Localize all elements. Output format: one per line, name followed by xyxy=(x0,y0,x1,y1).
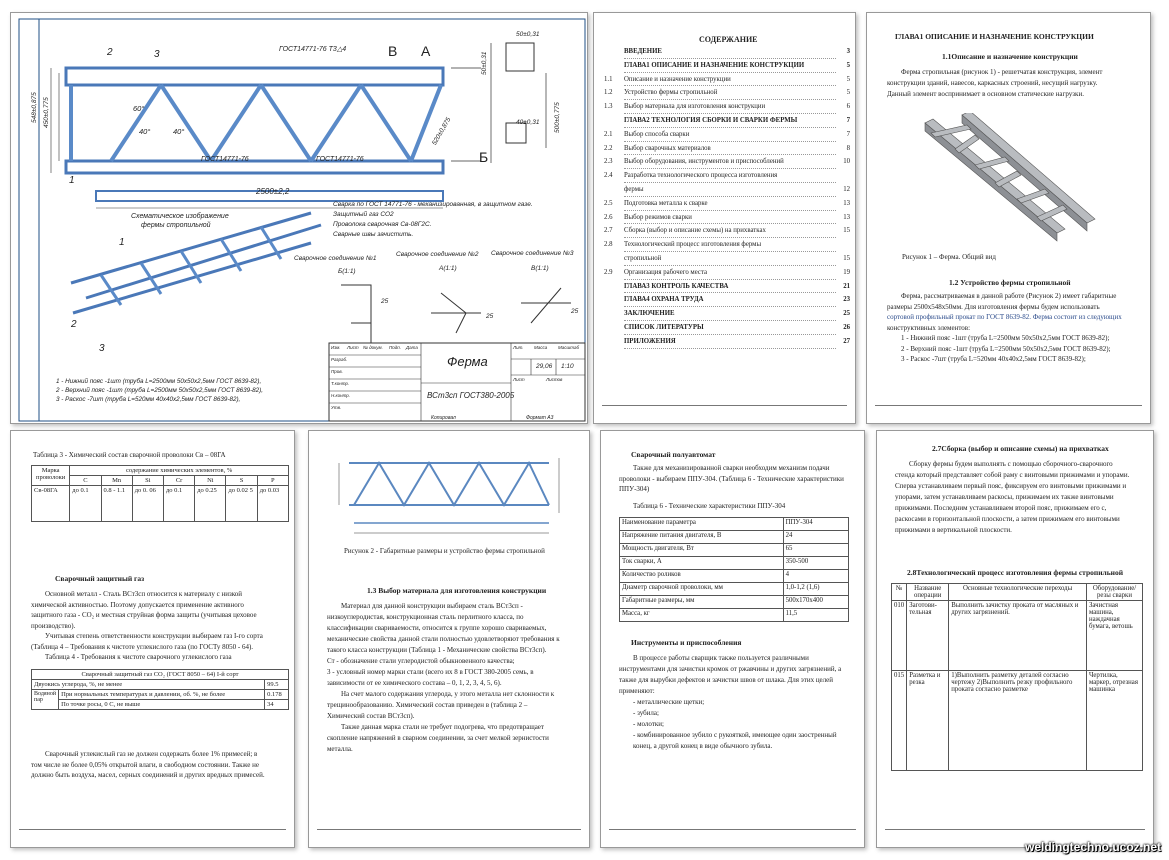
chapter1-page xyxy=(866,12,1151,424)
toc-page: 3 xyxy=(846,48,850,55)
dim-h3: 500±0,775 xyxy=(554,102,561,133)
toc-entry xyxy=(604,199,850,213)
toc-page: 12 xyxy=(843,185,850,193)
toc-entry xyxy=(604,240,850,254)
toc-entry xyxy=(604,47,850,61)
joint-2: Сварочное соединение №2 xyxy=(396,251,479,258)
gost-left: ГОСТ14771-76 xyxy=(201,156,249,163)
toc-entry xyxy=(604,185,850,199)
title-block-material: ВСт3сп ГОСТ380-2005 xyxy=(427,391,515,400)
toc-text: Технологический процесс изготовления фермы xyxy=(624,240,836,252)
toc-text: Выбор сварочных материалов xyxy=(624,144,836,156)
dim-s1: 50±0,31 xyxy=(516,31,540,38)
element-value: до 0.1 xyxy=(163,486,194,522)
toc-text: ВВЕДЕНИЕ xyxy=(624,47,836,59)
toc-page: 5 xyxy=(846,89,850,97)
tools-line: инструментами для зачистки кромок от ржавчины и других загрязнений, а xyxy=(619,665,842,673)
toc-page xyxy=(836,240,850,254)
spec-cell: Ток сварки, А xyxy=(620,557,784,570)
tb-list2: Лист xyxy=(513,377,525,382)
spec-cell: Количество роликов xyxy=(620,570,784,583)
toc-page: 10 xyxy=(843,158,850,166)
ch1-title: ГЛАВА1 ОПИСАНИЕ И НАЗНАЧЕНИЕ КОНСТРУКЦИИ xyxy=(895,32,1094,41)
element-value: 0.8 - 1.1 xyxy=(101,486,132,522)
toc-page xyxy=(593,12,856,424)
element-header: C xyxy=(70,476,101,486)
tb-list: Лист xyxy=(347,345,359,350)
tb-izm: Изм. xyxy=(331,345,341,350)
toc-entry xyxy=(604,323,850,337)
dim-r: 520±0,875 xyxy=(431,116,453,147)
toc-num: 2.2 xyxy=(604,144,613,152)
element-header: Si xyxy=(132,476,163,486)
toc-entry xyxy=(604,102,850,116)
spec-cell: 350-500 xyxy=(783,557,848,570)
toc-text: Выбор материала для изготовления конструкции xyxy=(624,102,836,114)
mat-line: такого класса конструкции (Таблица 1 - Механические свойства ВСт3сп). xyxy=(327,646,547,654)
asm-line: Сперва устанавливаем первый пояс, фиксируем его винтовыми прижимами и xyxy=(895,482,1127,490)
toc-page: 27 xyxy=(843,337,850,345)
tools-line: - молотки; xyxy=(633,720,664,728)
spec-cell: 500х170х400 xyxy=(783,596,848,609)
toc-num: 2.3 xyxy=(604,158,613,166)
ch1-sub2: 1.2 Устройство фермы стропильной xyxy=(949,278,1071,287)
dim-s3: 50±0,31 xyxy=(481,51,488,75)
spec-cell: 65 xyxy=(783,544,848,557)
tools-line: - металлические щетки; xyxy=(633,698,705,706)
view-a: А(1:1) xyxy=(439,265,457,272)
legend-2: 2 - Верхний пояс -1шт (труба L=2500мм 50х50х2,5мм ГОСТ 8639-82), xyxy=(56,387,264,394)
dim-h2: 450±0,775 xyxy=(43,97,50,128)
tb-prov: Пров. xyxy=(331,369,343,374)
spec-cell: ППУ-304 xyxy=(783,518,848,531)
dim-h1: 548±0,875 xyxy=(31,92,38,123)
toc-entry xyxy=(604,337,850,351)
asm-line: упорами, затем устанавливаем раскосы, прижимаем их также винтовыми xyxy=(895,493,1114,501)
asm-line: прижимами в вертикальной плоскости. xyxy=(895,526,1012,534)
page-stamp xyxy=(19,829,286,841)
spec-cell: Диаметр сварочной проволоки, мм xyxy=(620,583,784,596)
mat-line: механические свойства данной стали полностью удовлетворяют требования к xyxy=(327,635,560,643)
tb-tkontr: Т.контр. xyxy=(331,381,350,386)
fig2-caption: Рисунок 2 - Габаритные размеры и устройство фермы стропильной xyxy=(344,547,545,555)
table4: Сварочный защитный газ СО₂ (ГОСТ 8050 – 64) I-й сорт Двуокись углерода, %, не менее 99.5 Водяной пар При нормальных температурах и давлении, об. %, не более 0.178 По точке росы, 0 С, не выше 34 xyxy=(31,669,289,710)
spec-cell: Напряжение питания двигателя, В xyxy=(620,531,784,544)
toc-num xyxy=(604,295,624,309)
toc-num xyxy=(604,116,624,130)
material-page xyxy=(308,430,590,848)
toc-entry xyxy=(604,226,850,240)
spec-cell: 1,0-1,2 (1,6) xyxy=(783,583,848,596)
toc-page: 7 xyxy=(846,130,850,138)
toc-text: ГЛАВА4 ОХРАНА ТРУДА xyxy=(624,295,836,307)
element-value: до 0.03 xyxy=(257,486,288,522)
angle-40a: 40° xyxy=(139,127,151,136)
marker-a: А xyxy=(421,43,431,59)
toc-title: СОДЕРЖАНИЕ xyxy=(699,35,758,44)
toc-num: 2.1 xyxy=(604,130,613,138)
page-stamp xyxy=(602,405,847,417)
tb-listov: Листов xyxy=(546,377,563,382)
mat-line: скопление напряжений в сварном соединении, за счет мелкой зернистости xyxy=(327,734,549,742)
toc-num xyxy=(604,47,624,61)
toc-num xyxy=(604,337,624,351)
schema-caption-2: фермы стропильной xyxy=(141,222,211,229)
page-stamp xyxy=(609,829,856,841)
toc-text: ГЛАВА1 ОПИСАНИЕ И НАЗНАЧЕНИЕ КОНСТРУКЦИИ xyxy=(624,61,836,73)
toc-num: 2.9 xyxy=(604,268,613,276)
tools-title: Инструменты и приспособления xyxy=(631,638,742,647)
asm-title: 2.7Сборка (выбор и описание схемы) на прихватках xyxy=(932,444,1109,453)
fig1-caption: Рисунок 1 – Ферма. Общий вид xyxy=(902,253,996,261)
toc-text: Описание и назначение конструкции xyxy=(624,75,836,87)
toc-entry xyxy=(604,130,850,144)
element-header: Ni xyxy=(195,476,226,486)
toc-num xyxy=(604,61,624,75)
toc-num: 2.5 xyxy=(604,199,613,207)
asm-line: прижимами. Последним устанавливаем второй пояс, прижимаем его с, xyxy=(895,504,1107,512)
asm-line: стенда который представляет собой раму с винтовыми прижимами и упорами. xyxy=(895,471,1130,479)
asm-title2: 2.8Технологический процесс изготовления фермы стропильной xyxy=(907,568,1124,577)
note-4: Сварные швы зачистить. xyxy=(333,231,414,238)
tb-podp: Подп. xyxy=(389,345,401,350)
toc-text: ЗАКЛЮЧЕНИЕ xyxy=(624,309,836,321)
dim-25a: 25 xyxy=(381,298,389,305)
tools-line: - комбинированное зубило с рукояткой, имеющее один заостренный xyxy=(633,731,837,739)
callout-2a: 2 xyxy=(107,47,113,58)
mat-line: На счет малого содержания углерода, у этого металла нет склонности к xyxy=(341,690,555,698)
mat-line: Также данная марка стали не требует подогрева, что предотвращает xyxy=(341,723,544,731)
gas-title: Сварочный защитный газ xyxy=(55,574,145,583)
assembly-page xyxy=(876,430,1154,848)
table3-caption: Таблица 3 - Химический состав сварочной проволоки Св – 08ГА xyxy=(33,451,226,459)
spec-cell: 24 xyxy=(783,531,848,544)
legend-1: 1 - Нижний пояс -1шт (труба L=2500мм 50х50х2,5мм ГОСТ 8639-82), xyxy=(56,378,262,385)
toc-page: 13 xyxy=(843,199,850,207)
title-block-scale: 1:10 xyxy=(561,363,574,370)
asm-line: Сборку фермы будем выполнять с помощью сборочного-сварочного xyxy=(909,460,1113,468)
tb-format: Формат А3 xyxy=(526,415,554,421)
toc-entry xyxy=(604,282,850,296)
legend-3: 3 - Раскос -7шт (труба L=520мм 40х40х2,5мм ГОСТ 8639-82), xyxy=(56,396,241,403)
toc-text: Организация рабочего места xyxy=(624,268,836,280)
tb-ndok: № докум. xyxy=(363,345,383,350)
element-value: до 0. 06 xyxy=(132,486,163,522)
drawing-sheet xyxy=(10,12,588,424)
tb-scale: Масштаб xyxy=(558,345,580,350)
tools-line: конец, а другой конец в виде обычного зубила. xyxy=(633,742,773,750)
toc-entry xyxy=(604,61,850,75)
toc-num: 2.4 xyxy=(604,172,613,180)
title-block-name: Ферма xyxy=(447,354,488,369)
toc-text: Устройство фермы стропильной xyxy=(624,88,836,100)
title-block-mass: 29,06 xyxy=(536,363,553,370)
callout-3b: 3 xyxy=(99,343,105,354)
toc-text: Разработка технологического процесса изготовления xyxy=(624,171,836,183)
element-header: P xyxy=(257,476,288,486)
toc-num xyxy=(604,254,624,268)
spec-cell: Габаритные размеры, мм xyxy=(620,596,784,609)
toc-text: Подготовка металла к сварке xyxy=(624,199,836,211)
joint-3: Сварочное соединение №3 xyxy=(491,250,574,257)
toc-page: 6 xyxy=(846,103,850,111)
mat-para xyxy=(327,601,560,755)
toc-entry xyxy=(604,268,850,282)
spec-cell: Мощность двигателя, Вт xyxy=(620,544,784,557)
mat-line: зависимости от ее химического состава – 0, 1, 2, 3, 4, 5, 6). xyxy=(327,679,502,687)
toc-text: фермы xyxy=(624,185,836,197)
dim-s2: 40±0,31 xyxy=(516,119,540,126)
note-1: Сварка по ГОСТ 14771-76 - механизированная, в защитном газе. xyxy=(333,201,533,208)
marker-b: Б xyxy=(479,149,489,165)
spec-cell: 11,5 xyxy=(783,609,848,622)
element-value: Св-08ГА xyxy=(32,486,70,522)
toc-num: 2.6 xyxy=(604,213,613,221)
toc-page xyxy=(836,171,850,185)
chemistry-page xyxy=(10,430,295,848)
table6 xyxy=(619,517,849,622)
toc-page: 13 xyxy=(843,213,850,221)
gost-right: ГОСТ14771-76 xyxy=(316,156,364,163)
toc-num: 2.8 xyxy=(604,241,613,249)
toc-num: 1.3 xyxy=(604,103,613,111)
toc-page: 26 xyxy=(843,323,850,331)
asm-line: раскосами в горизонтальной плоскости, а затем прижимаем его винтовыми xyxy=(895,515,1120,523)
element-header: Cr xyxy=(163,476,194,486)
toc-text: ГЛАВА2 ТЕХНОЛОГИЯ СБОРКИ И СВАРКИ ФЕРМЫ xyxy=(624,116,836,128)
angle-60: 60° xyxy=(133,104,145,113)
toc-page: 19 xyxy=(843,268,850,276)
element-value: до 0.02 5 xyxy=(226,486,257,522)
toc-text: Выбор режимов сварки xyxy=(624,213,836,225)
mat-title: 1.3 Выбор материала для изготовления конструкции xyxy=(367,586,547,595)
callout-1b: 1 xyxy=(119,237,125,248)
page-stamp xyxy=(317,829,581,841)
ch1-para2: Ферма, рассматриваемая в данной работе (Рисунок 2) имеет габаритные размеры 2500х548х50мм. Для изготовления фермы будем использовать сортовой профильный прокат по ГОСТ 8639-82. Ферма состоит из следующих конструктивных элементов: 1 - Нижний пояс -1шт (труба L=2500мм 50х50х2,5мм ГОСТ 8639-82); 2 - Верхний пояс -1шт (труба L=2500мм 50х50х2,5мм ГОСТ 8639-82); 3 - Раскос -7шт (труба L=520мм 40х40х2,5мм ГОСТ 8639-82); xyxy=(887,292,1122,363)
truss-sketch xyxy=(309,443,590,543)
toc-entry xyxy=(604,171,850,185)
spec-cell: 4 xyxy=(783,570,848,583)
toc-page: 25 xyxy=(843,310,850,318)
toc-entry xyxy=(604,213,850,227)
watermark: weldingtechno.ucoz.net xyxy=(1024,840,1161,854)
spec-cell: Масса, кг xyxy=(620,609,784,622)
dim-25b: 25 xyxy=(486,313,494,320)
mat-line: классификации свариваемости, относится к группе хорошо свариваемых, xyxy=(327,624,547,632)
truss-3d-figure xyxy=(867,113,1151,273)
page-stamp xyxy=(875,405,1142,417)
toc-page: 15 xyxy=(843,227,850,235)
mat-line: Ст - обозначение стали углеродистой обыкновенного качества; xyxy=(327,657,515,665)
toc-num: 1.1 xyxy=(604,75,613,83)
ch1-sub1: 1.1Описание и назначение конструкции xyxy=(942,52,1078,61)
dim-length: 2500±2,2 xyxy=(256,187,290,196)
element-value: до 0.1 xyxy=(70,486,101,522)
schema-caption-1: Схематическое изображение xyxy=(131,213,229,220)
gas-para1: Основной металл - Сталь ВСт3сп относится к материалу с низкой химической активностью. Поэтому допускается применение активного защитного газа - СО₂ и местная струйная форма защиты (учитывая цеховое производство). Учитывая степень ответственности конструкции выбираем газ I-го сорта (Таблица 4 – Требования к чистоте углекислого газа (по ГОСТу 8050 - 64). Таблица 4 - Требования к чистоте сварочного углекислого газа xyxy=(31,590,263,661)
toc-text: Выбор оборудования, инструментов и приспособлений xyxy=(624,157,836,169)
toc-entry xyxy=(604,144,850,158)
view-v: В(1:1) xyxy=(531,265,549,272)
ch1-para1: Ферма стропильная (рисунок 1) - решетчатая конструкция, элемент конструкции зданий, навесов, каркасных строений, несущий нагрузку. Данный элемент воспринимает в основном статические нагрузки. xyxy=(887,68,1103,98)
view-b: Б(1:1) xyxy=(338,268,356,275)
callout-2b: 2 xyxy=(71,319,77,330)
toc-text: стропильной xyxy=(624,254,836,266)
semi-title: Сварочный полуавтомат xyxy=(631,450,716,459)
tools-line: также для вырубки дефектов и зачистки швов от шлака. Для этих целей xyxy=(619,676,834,684)
tb-kopir: Копировал xyxy=(431,415,456,421)
tools-line: - зубила; xyxy=(633,709,659,717)
spec-cell: Наименование параметра xyxy=(620,518,784,531)
callout-1a: 1 xyxy=(69,175,75,186)
gas-para3: Сварочный углекислый газ не должен содержать более 1% примесей; в том числе не более 0,05% открытой влаги, в свободном состоянии. Также не должно быть воздуха, масел, серных соединений и других вредных примесей. xyxy=(31,750,265,779)
joint-1: Сварочное соединение №1 xyxy=(294,255,377,262)
tools-line: В процессе работы сварщик также пользуется различными xyxy=(633,654,809,662)
tb-nkontr: Н.контр. xyxy=(331,393,351,398)
mat-line: Химический состав ВСт3сп). xyxy=(327,712,415,720)
toc-entry xyxy=(604,309,850,323)
semi-para1: Также для механизированной сварки необходим механизм подачи проволоки - выбираем ППУ-304. (Таблица 6 - Технические характеристики ППУ-304) Таблица 6 - Технические характеристики ППУ-304 xyxy=(619,464,844,510)
angle-40b: 40° xyxy=(173,127,185,136)
toc-page: 5 xyxy=(846,75,850,83)
toc-entry xyxy=(604,75,850,89)
equipment-page xyxy=(600,430,865,848)
mat-line: трещинообразованию. Химический состав приведен в (таблица 2 – xyxy=(327,701,528,709)
toc-num xyxy=(604,323,624,337)
toc-page: 23 xyxy=(843,296,850,304)
tb-massa: Масса xyxy=(534,345,548,350)
tools-para xyxy=(619,653,841,752)
toc-page: 7 xyxy=(846,116,850,124)
mat-line: низкоуглеродистая, конструкционная сталь перлитного класса, по xyxy=(327,613,524,621)
toc-entry xyxy=(604,254,850,268)
toc-entry xyxy=(604,157,850,171)
toc-page: 8 xyxy=(846,144,850,152)
toc-entry xyxy=(604,116,850,130)
element-header: S xyxy=(226,476,257,486)
tb-razrab: Разраб. xyxy=(331,357,348,362)
asm-para xyxy=(895,459,1129,536)
note-3: Проволока сварочная Св-08Г2С. xyxy=(333,221,432,228)
toc-page: 21 xyxy=(843,282,850,290)
toc-text: Сборка (выбор и описание схемы) на прихватках xyxy=(624,226,836,238)
toc-num xyxy=(604,309,624,323)
toc-num: 1.2 xyxy=(604,89,613,97)
tb-utv: Утв. xyxy=(331,405,342,410)
table3: Марка проволоки содержание химических элементов, % C Mn Si Cr Ni S P Св-08ГА до 0.1 0.8 - 1.1 до 0. 06 до 0.1 до 0.25 до 0.02 5 до 0.03 xyxy=(31,465,289,522)
toc-num: 2.7 xyxy=(604,227,613,235)
toc-page: 15 xyxy=(843,254,850,262)
toc-list xyxy=(604,47,850,351)
mat-line: металла. xyxy=(327,745,353,753)
tools-line: применяют: xyxy=(619,687,655,695)
toc-text: СПИСОК ЛИТЕРАТУРЫ xyxy=(624,323,836,335)
toc-text: ГЛАВА3 КОНТРОЛЬ КАЧЕСТВА xyxy=(624,282,836,294)
tb-data: Дата xyxy=(406,345,418,350)
toc-num xyxy=(604,185,624,199)
truss-drawing xyxy=(11,13,588,424)
toc-num xyxy=(604,282,624,296)
toc-text: Выбор способа сварки xyxy=(624,130,836,142)
toc-text: ПРИЛОЖЕНИЯ xyxy=(624,337,836,349)
mat-line: 3 - условный номер марки стали (всего их 8 в ГОСТ 380-2005 семь, в xyxy=(327,668,534,676)
toc-page: 5 xyxy=(846,61,850,69)
toc-entry xyxy=(604,88,850,102)
element-value: до 0.25 xyxy=(195,486,226,522)
callout-3a: 3 xyxy=(154,49,160,60)
dim-25c: 25 xyxy=(571,308,579,315)
mat-line: Материал для данной конструкции выбираем сталь ВСт3сп - xyxy=(341,602,523,610)
note-2: Защитный газ СО2 xyxy=(333,211,394,218)
tb-lit: Лит. xyxy=(513,345,524,350)
marker-v: В xyxy=(388,43,398,59)
element-header: Mn xyxy=(101,476,132,486)
toc-entry xyxy=(604,295,850,309)
gost-top: ГОСТ14771-76 Т3△4 xyxy=(279,46,347,53)
process-table: № Название операции Основные технологические переходы Оборудование/ резы сварки 010 Заготови-тельная Выполнить зачистку проката от масляных и других загрязнений. Зачистная машина, наждачная бумага, ветошь 015 Разметка и резка 1)Выполнить разметку деталей согласно чертежу 2)Выполнить резку профильного проката согласно разметке Чертилка, маркер, отрезная машинка xyxy=(891,583,1143,771)
